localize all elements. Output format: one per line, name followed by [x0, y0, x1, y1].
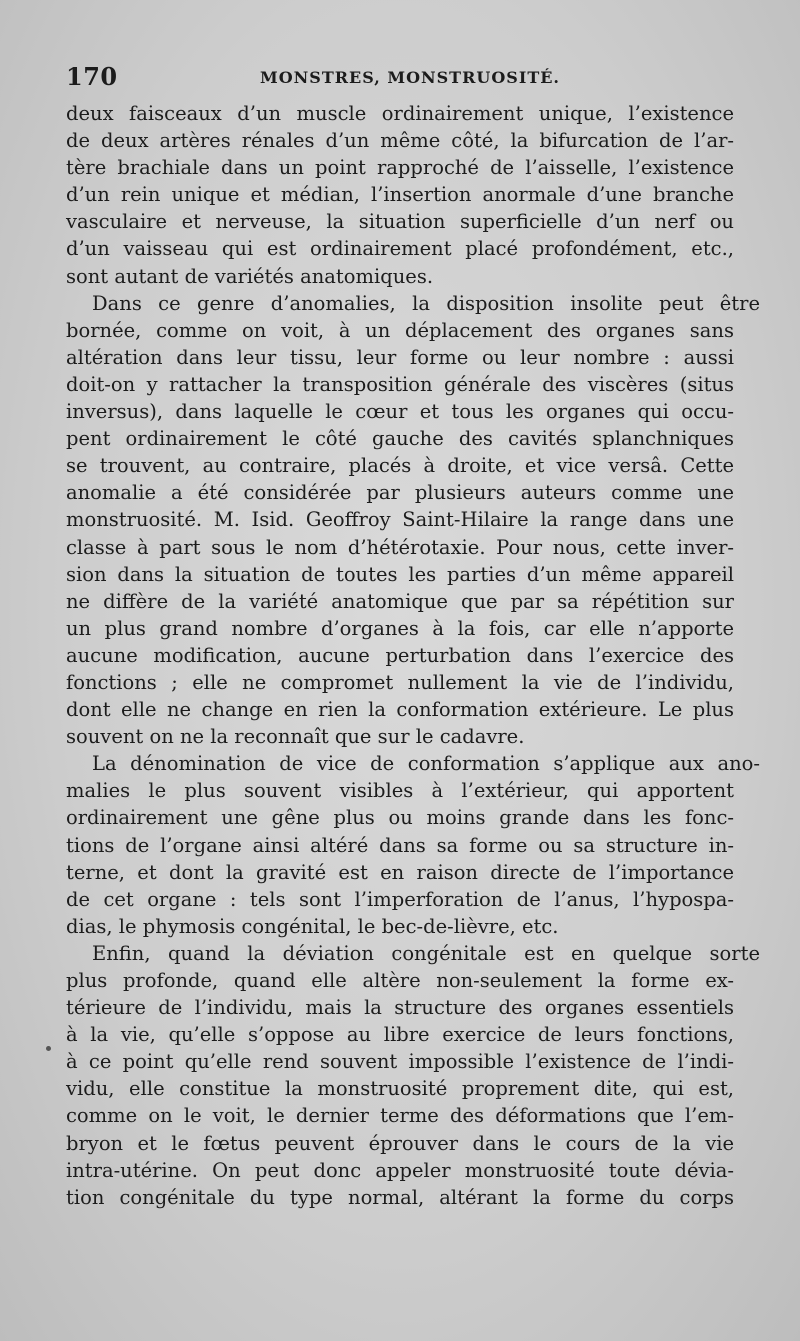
text-line: ordinairement une gêne plus ou moins grande dans les fonc-: [66, 806, 734, 830]
text-line: se trouvent, au contraire, placés à droite, et vice versâ. Cette: [66, 454, 734, 478]
text-line: de deux artères rénales d’un même côté, la bifurcation de l’ar-: [66, 129, 734, 153]
text-line: un plus grand nombre d’organes à la fois, car elle n’apporte: [66, 616, 734, 640]
text-line: fonctions ; elle ne compromet nullement la vie de l’individu,: [66, 670, 734, 694]
running-head: MONSTRES, MONSTRUOSITÉ.: [260, 68, 560, 87]
text-line: Enfin, quand la déviation congénitale est en quelque sorte: [92, 941, 760, 965]
text-line: dias, le phymosis congénital, le bec-de-lièvre, etc.: [66, 914, 559, 938]
text-line: classe à part sous le nom d’hétérotaxie. Pour nous, cette inver-: [66, 535, 734, 559]
text-line: comme on le voit, le dernier terme des déformations que l’em-: [66, 1104, 734, 1128]
text-line: dont elle ne change en rien la conformation extérieure. Le plus: [66, 698, 734, 722]
text-line: tions de l’organe ainsi altéré dans sa forme ou sa structure in-: [66, 833, 734, 857]
text-line: à la vie, qu’elle s’oppose au libre exercice de leurs fonctions,: [66, 1023, 734, 1047]
text-line: d’un rein unique et médian, l’insertion anormale d’une branche: [66, 183, 734, 207]
text-line: doit-on y rattacher la transposition générale des viscères (situs: [66, 372, 734, 396]
text-line: monstruosité. M. Isid. Geoffroy Saint-Hilaire la range dans une: [66, 508, 734, 532]
text-line: inversus), dans laquelle le cœur et tous les organes qui occu-: [66, 400, 734, 424]
text-line: aucune modification, aucune perturbation dans l’exercice des: [66, 643, 734, 667]
text-line: intra-utérine. On peut donc appeler monstruosité toute dévia-: [66, 1158, 734, 1182]
text-line: pent ordinairement le côté gauche des cavités splanchniques: [66, 427, 734, 451]
text-line: de cet organe : tels sont l’imperforation de l’anus, l’hypospa-: [66, 887, 734, 911]
text-line: altération dans leur tissu, leur forme ou leur nombre : aussi: [66, 345, 734, 369]
text-line: à ce point qu’elle rend souvent impossible l’existence de l’indi-: [66, 1050, 734, 1074]
text-line: anomalie a été considérée par plusieurs auteurs comme une: [66, 481, 734, 505]
text-line: vasculaire et nerveuse, la situation superficielle d’un nerf ou: [66, 210, 734, 234]
text-line: terne, et dont la gravité est en raison directe de l’importance: [66, 860, 734, 884]
scan-speck: [46, 1046, 51, 1051]
text-line: bryon et le fœtus peuvent éprouver dans le cours de la vie: [66, 1131, 734, 1155]
text-line: vidu, elle constitue la monstruosité proprement dite, qui est,: [66, 1077, 734, 1101]
text-line: plus profonde, quand elle altère non-seulement la forme ex-: [66, 969, 734, 992]
body-text: [66, 100, 760, 1211]
text-line: tion congénitale du type normal, altérant la forme du corps: [66, 1185, 734, 1209]
text-line: deux faisceaux d’un muscle ordinairement unique, l’existence: [66, 102, 734, 125]
page-header: [66, 62, 734, 98]
text-line: ne diffère de la variété anatomique que par sa répétition sur: [66, 589, 734, 613]
text-line: tère brachiale dans un point rapproché de l’aisselle, l’existence: [66, 156, 734, 180]
text-line: La dénomination de vice de conformation s’applique aux ano-: [92, 752, 760, 776]
text-line: térieure de l’individu, mais la structure des organes essentiels: [66, 996, 734, 1020]
text-line: bornée, comme on voit, à un déplacement des organes sans: [66, 318, 734, 342]
text-line: malies le plus souvent visibles à l’extérieur, qui apportent: [66, 779, 734, 803]
text-line: souvent on ne la reconnaît que sur le cadavre.: [66, 725, 525, 749]
text-line: Dans ce genre d’anomalies, la disposition insolite peut être: [92, 291, 760, 315]
text-line: sont autant de variétés anatomiques.: [66, 264, 434, 288]
page-number: 170: [66, 62, 118, 91]
text-line: sion dans la situation de toutes les parties d’un même appareil: [66, 562, 734, 586]
text-line: d’un vaisseau qui est ordinairement placé profondément, etc.,: [66, 237, 734, 261]
